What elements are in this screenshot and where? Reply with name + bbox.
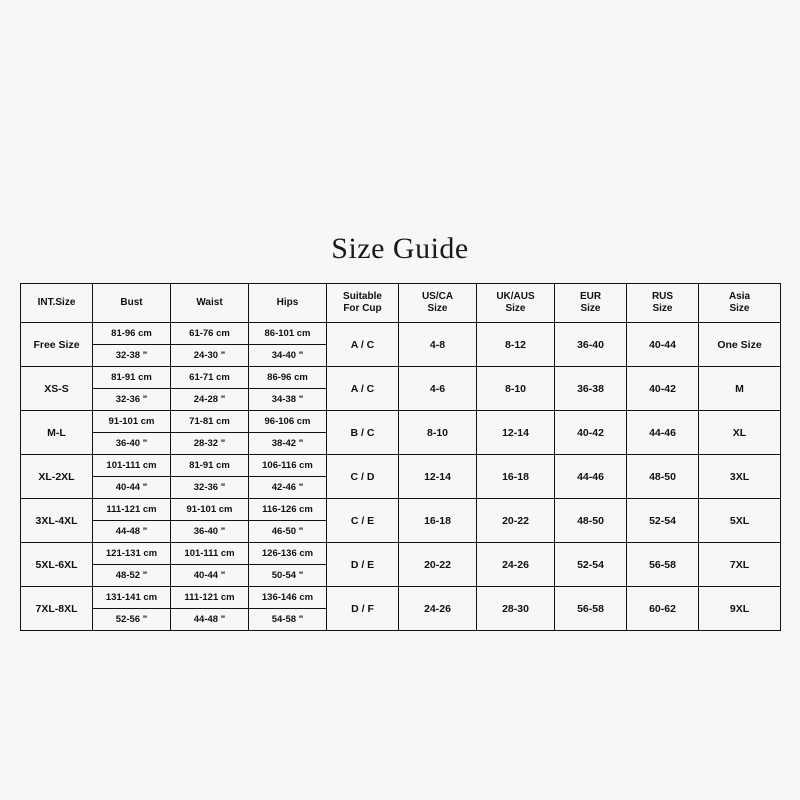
column-header-line1: INT.Size xyxy=(37,297,76,308)
table-row xyxy=(21,323,781,367)
cell-asia: 3XL xyxy=(699,455,781,499)
cell-uk-aus: 8-12 xyxy=(477,323,555,367)
cell-us-ca: 16-18 xyxy=(399,499,477,543)
column-header-uk-aus-size xyxy=(477,284,555,323)
cell-asia: XL xyxy=(699,411,781,455)
cell-bust-cm: 101-111 cm xyxy=(93,455,170,477)
cell-rus: 56-58 xyxy=(627,543,699,587)
cell-hips-cm: 126-136 cm xyxy=(249,543,326,565)
cell-asia: 9XL xyxy=(699,587,781,631)
cell-rus: 60-62 xyxy=(627,587,699,631)
cell-hips xyxy=(249,411,327,455)
cell-hips xyxy=(249,543,327,587)
column-header-line1: Asia xyxy=(728,291,751,302)
column-header-line1: Hips xyxy=(276,297,299,308)
column-header-line1: Suitable xyxy=(343,291,382,302)
cell-eur: 56-58 xyxy=(555,587,627,631)
cell-hips-inch: 38-42 " xyxy=(271,438,304,449)
cell-cup: C / D xyxy=(327,455,399,499)
cell-us-ca: 8-10 xyxy=(399,411,477,455)
cell-waist xyxy=(171,323,249,367)
cell-asia: One Size xyxy=(699,323,781,367)
cell-eur: 36-40 xyxy=(555,323,627,367)
column-header-bust xyxy=(93,284,171,323)
cell-hips-inch: 46-50 " xyxy=(271,526,304,537)
cell-waist xyxy=(171,455,249,499)
cell-asia: 7XL xyxy=(699,543,781,587)
cell-rus: 52-54 xyxy=(627,499,699,543)
cell-int-size: 3XL-4XL xyxy=(21,499,93,543)
cell-eur: 52-54 xyxy=(555,543,627,587)
cell-rus: 40-44 xyxy=(627,323,699,367)
table-row xyxy=(21,587,781,631)
cell-us-ca: 4-8 xyxy=(399,323,477,367)
cell-bust xyxy=(93,367,171,411)
cell-waist-inch: 36-40 " xyxy=(193,526,226,537)
table-header xyxy=(21,284,781,323)
cell-waist xyxy=(171,499,249,543)
column-header-line2: Size xyxy=(652,303,673,314)
column-header-waist xyxy=(171,284,249,323)
cell-bust-inch: 48-52 " xyxy=(115,570,148,581)
table-row xyxy=(21,411,781,455)
cell-uk-aus: 28-30 xyxy=(477,587,555,631)
cell-waist-cm: 61-71 cm xyxy=(171,367,248,389)
column-header-asia-size xyxy=(699,284,781,323)
cell-asia: 5XL xyxy=(699,499,781,543)
cell-hips xyxy=(249,499,327,543)
cell-bust xyxy=(93,499,171,543)
cell-cup: A / C xyxy=(327,367,399,411)
table-row xyxy=(21,499,781,543)
cell-int-size: Free Size xyxy=(21,323,93,367)
cell-bust-inch: 40-44 " xyxy=(115,482,148,493)
column-header-rus-size xyxy=(627,284,699,323)
cell-uk-aus: 24-26 xyxy=(477,543,555,587)
column-header-line1: Bust xyxy=(120,297,143,308)
cell-waist xyxy=(171,587,249,631)
cell-waist-inch: 32-36 " xyxy=(193,482,226,493)
cell-waist-cm: 71-81 cm xyxy=(171,411,248,433)
cell-bust-inch: 44-48 " xyxy=(115,526,148,537)
cell-eur: 48-50 xyxy=(555,499,627,543)
cell-hips xyxy=(249,455,327,499)
cell-hips-inch: 34-40 " xyxy=(271,350,304,361)
cell-waist-cm: 101-111 cm xyxy=(171,543,248,565)
cell-cup: B / C xyxy=(327,411,399,455)
cell-int-size: M-L xyxy=(21,411,93,455)
table-row xyxy=(21,367,781,411)
column-header-eur-size xyxy=(555,284,627,323)
cell-int-size: 5XL-6XL xyxy=(21,543,93,587)
column-header-int-size xyxy=(21,284,93,323)
cell-int-size: 7XL-8XL xyxy=(21,587,93,631)
table-row xyxy=(21,455,781,499)
cell-bust-cm: 131-141 cm xyxy=(93,587,170,609)
cell-uk-aus: 12-14 xyxy=(477,411,555,455)
cell-bust-cm: 121-131 cm xyxy=(93,543,170,565)
cell-hips xyxy=(249,323,327,367)
cell-eur: 44-46 xyxy=(555,455,627,499)
cell-hips-inch: 54-58 " xyxy=(271,614,304,625)
cell-cup: D / F xyxy=(327,587,399,631)
cell-bust xyxy=(93,543,171,587)
cell-waist-inch: 44-48 " xyxy=(193,614,226,625)
cell-hips-cm: 136-146 cm xyxy=(249,587,326,609)
cell-waist-cm: 111-121 cm xyxy=(171,587,248,609)
cell-hips-inch: 34-38 " xyxy=(271,394,304,405)
cell-waist-inch: 24-28 " xyxy=(193,394,226,405)
cell-bust-cm: 111-121 cm xyxy=(93,499,170,521)
table-row xyxy=(21,543,781,587)
cell-bust xyxy=(93,587,171,631)
column-header-suitable-for-cup xyxy=(327,284,399,323)
cell-uk-aus: 20-22 xyxy=(477,499,555,543)
cell-uk-aus: 8-10 xyxy=(477,367,555,411)
cell-eur: 40-42 xyxy=(555,411,627,455)
cell-cup: C / E xyxy=(327,499,399,543)
size-guide-table-wrapper xyxy=(20,283,780,631)
cell-waist xyxy=(171,411,249,455)
cell-bust-inch: 32-38 " xyxy=(115,350,148,361)
cell-us-ca: 20-22 xyxy=(399,543,477,587)
cell-asia: M xyxy=(699,367,781,411)
cell-waist xyxy=(171,543,249,587)
cell-hips-inch: 50-54 " xyxy=(271,570,304,581)
column-header-line1: UK/AUS xyxy=(496,291,535,302)
column-header-line1: RUS xyxy=(651,291,674,302)
column-header-line1: US/CA xyxy=(421,291,454,302)
cell-rus: 40-42 xyxy=(627,367,699,411)
column-header-line2: Size xyxy=(580,303,601,314)
cell-waist-inch: 24-30 " xyxy=(193,350,226,361)
cell-waist-cm: 61-76 cm xyxy=(171,323,248,345)
cell-rus: 44-46 xyxy=(627,411,699,455)
cell-cup: A / C xyxy=(327,323,399,367)
cell-bust-inch: 52-56 " xyxy=(115,614,148,625)
cell-hips xyxy=(249,367,327,411)
cell-waist-cm: 91-101 cm xyxy=(171,499,248,521)
column-header-line1: Waist xyxy=(196,297,223,308)
column-header-hips xyxy=(249,284,327,323)
cell-eur: 36-38 xyxy=(555,367,627,411)
table-body xyxy=(21,323,781,631)
cell-hips-cm: 106-116 cm xyxy=(249,455,326,477)
size-guide-table xyxy=(20,283,781,631)
cell-waist-inch: 28-32 " xyxy=(193,438,226,449)
cell-bust-inch: 36-40 " xyxy=(115,438,148,449)
cell-bust xyxy=(93,455,171,499)
cell-hips-cm: 116-126 cm xyxy=(249,499,326,521)
cell-hips-cm: 86-101 cm xyxy=(249,323,326,345)
cell-int-size: XS-S xyxy=(21,367,93,411)
cell-bust xyxy=(93,323,171,367)
cell-hips xyxy=(249,587,327,631)
column-header-line1: EUR xyxy=(579,291,602,302)
cell-waist xyxy=(171,367,249,411)
column-header-line2: Size xyxy=(729,303,750,314)
cell-waist-cm: 81-91 cm xyxy=(171,455,248,477)
cell-bust-inch: 32-36 " xyxy=(115,394,148,405)
column-header-line2: Size xyxy=(427,303,448,314)
cell-us-ca: 4-6 xyxy=(399,367,477,411)
cell-hips-inch: 42-46 " xyxy=(271,482,304,493)
cell-bust-cm: 91-101 cm xyxy=(93,411,170,433)
cell-bust xyxy=(93,411,171,455)
cell-waist-inch: 40-44 " xyxy=(193,570,226,581)
cell-bust-cm: 81-91 cm xyxy=(93,367,170,389)
cell-bust-cm: 81-96 cm xyxy=(93,323,170,345)
cell-hips-cm: 96-106 cm xyxy=(249,411,326,433)
column-header-line2: For Cup xyxy=(343,303,382,314)
cell-uk-aus: 16-18 xyxy=(477,455,555,499)
cell-rus: 48-50 xyxy=(627,455,699,499)
table-header-row xyxy=(21,284,781,323)
column-header-line2: Size xyxy=(505,303,526,314)
cell-us-ca: 12-14 xyxy=(399,455,477,499)
cell-hips-cm: 86-96 cm xyxy=(249,367,326,389)
cell-us-ca: 24-26 xyxy=(399,587,477,631)
cell-cup: D / E xyxy=(327,543,399,587)
cell-int-size: XL-2XL xyxy=(21,455,93,499)
column-header-us-ca-size xyxy=(399,284,477,323)
page-title: Size Guide xyxy=(331,232,469,265)
